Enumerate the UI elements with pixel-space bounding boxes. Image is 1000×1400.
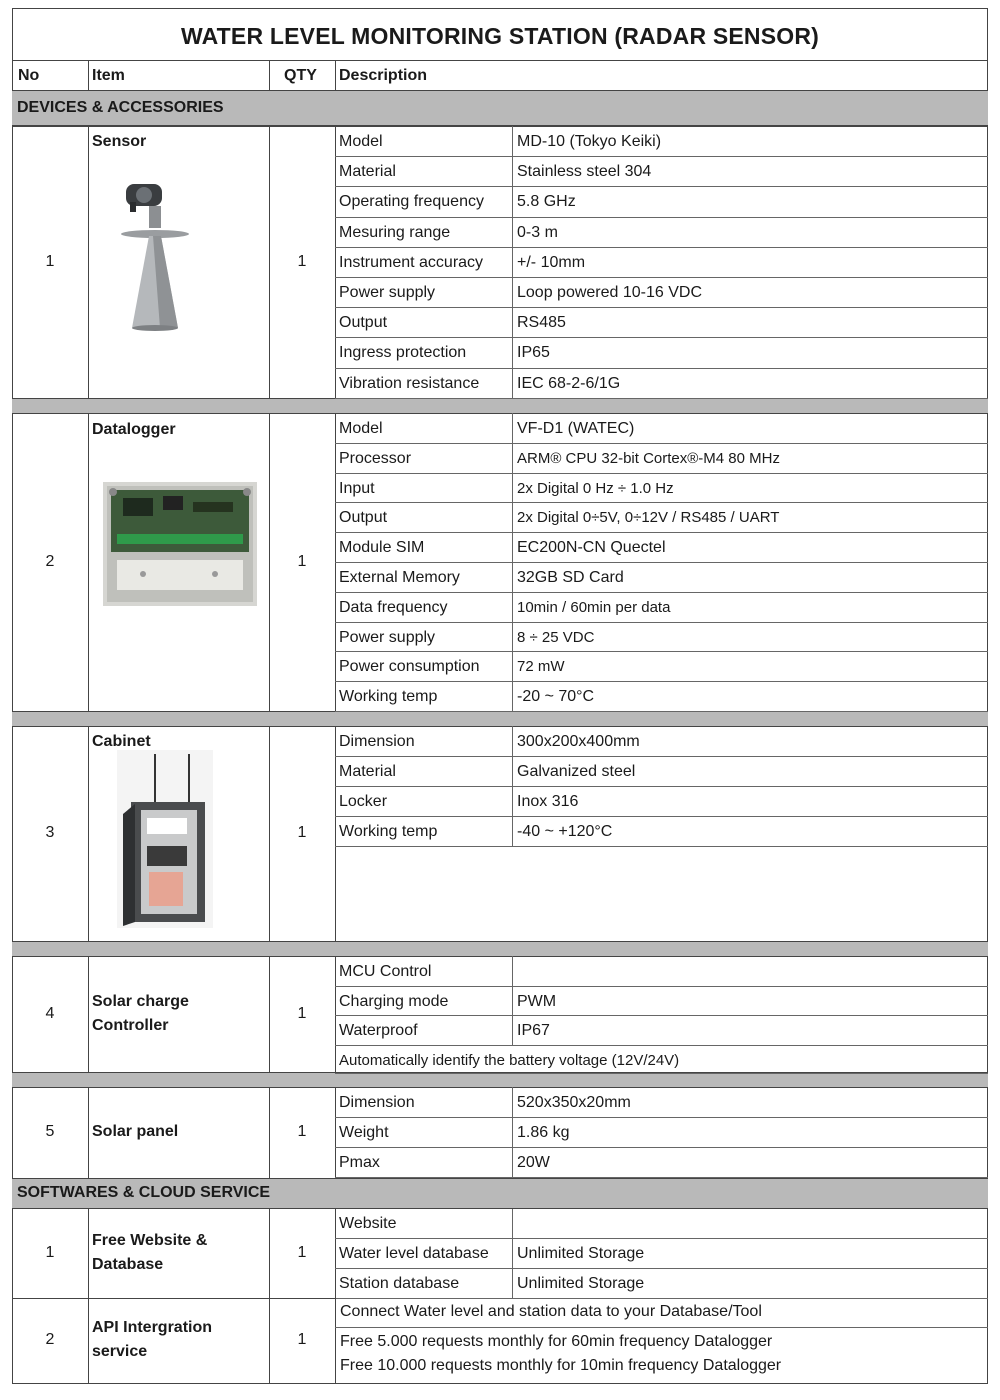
spec-label: Station database: [339, 1275, 460, 1292]
header-qty: QTY: [284, 67, 317, 84]
spec-label: Model: [339, 133, 383, 150]
spec-value: Inox 316: [517, 793, 579, 810]
spec-value: 520x350x20mm: [517, 1094, 631, 1111]
spec-value: 0-3 m: [517, 223, 558, 241]
datalogger-board-photo: [103, 482, 257, 606]
spec-label: Operating frequency: [339, 193, 484, 211]
row-no: 3: [45, 824, 55, 841]
row-separator-band: [12, 1072, 988, 1087]
spec-value: Loop powered 10-16 VDC: [517, 284, 703, 301]
spec-label: Dimension: [339, 733, 415, 750]
item-name-line2: Database: [92, 1256, 164, 1273]
spec-value: IP67: [517, 1022, 550, 1039]
row-no: 5: [45, 1123, 55, 1140]
row-separator-band: [12, 941, 988, 956]
spec-label: Dimension: [339, 1094, 415, 1111]
row-separator-band: [12, 711, 988, 726]
spec-value: IP65: [517, 344, 550, 362]
item-name-line2: Controller: [92, 1017, 169, 1034]
spec-value: MD-10 (Tokyo Keiki): [517, 133, 662, 150]
spec-value: Unlimited Storage: [517, 1245, 645, 1262]
item-name-line1: API Intergration: [92, 1319, 213, 1336]
spec-label: MCU Control: [339, 963, 432, 980]
header-item: Item: [92, 67, 125, 84]
row-separator-band: [12, 398, 988, 413]
spec-note: Automatically identify the battery voltage (12V/24V): [339, 1052, 680, 1069]
spec-value: -20 ~ 70°C: [517, 688, 595, 706]
item-name-line1: Solar charge: [92, 993, 189, 1010]
spec-label: Output: [339, 509, 388, 527]
row-qty: 1: [297, 824, 307, 841]
spec-value: -40 ~ +120°C: [517, 823, 613, 840]
spec-label: Working temp: [339, 823, 438, 840]
radar-sensor-photo: [116, 178, 196, 338]
spec-label: Power consumption: [339, 658, 480, 676]
row-qty: 1: [297, 253, 307, 270]
spec-label: Locker: [339, 793, 388, 810]
item-name: Sensor: [92, 133, 147, 150]
row-qty: 1: [297, 553, 307, 570]
spec-value: IEC 68-2-6/1G: [517, 374, 621, 392]
spec-label: Water level database: [339, 1245, 489, 1262]
spec-value: 5.8 GHz: [517, 193, 576, 211]
spec-label: Data frequency: [339, 598, 448, 616]
item-name: Solar panel: [92, 1123, 179, 1140]
cabinet-photo: [117, 750, 213, 928]
api-line: Connect Water level and station data to your Database/Tool: [340, 1303, 762, 1320]
spec-label: Model: [339, 420, 383, 437]
spec-value: Stainless steel 304: [517, 163, 652, 181]
spec-label: Power supply: [339, 628, 436, 646]
spec-label: External Memory: [339, 569, 460, 586]
item-name-line2: service: [92, 1343, 148, 1360]
item-name: Datalogger: [92, 421, 176, 438]
row-qty: 1: [297, 1005, 307, 1022]
row-no: 1: [45, 253, 55, 270]
row-no: 4: [45, 1005, 55, 1022]
spec-value: 300x200x400mm: [517, 733, 640, 750]
api-line: Free 5.000 requests monthly for 60min frequency Datalogger: [340, 1333, 773, 1350]
spec-value: 2x Digital 0÷5V, 0÷12V / RS485 / UART: [517, 509, 780, 527]
item-name-line1: Free Website &: [92, 1232, 208, 1249]
spec-label: Website: [339, 1215, 397, 1232]
spec-value: +/- 10mm: [517, 253, 586, 271]
spec-value: 32GB SD Card: [517, 569, 624, 586]
spec-value: 20W: [517, 1154, 550, 1171]
spec-label: Power supply: [339, 284, 436, 301]
spec-label: Pmax: [339, 1154, 380, 1171]
spec-value: ARM® CPU 32-bit Cortex®-M4 80 MHz: [517, 449, 780, 467]
section-title-software: SOFTWARES & CLOUD SERVICE: [17, 1184, 271, 1201]
api-line: Free 10.000 requests monthly for 10min frequency Datalogger: [340, 1357, 782, 1374]
spec-value: PWM: [517, 992, 557, 1010]
spec-label: Vibration resistance: [339, 374, 480, 392]
row-qty: 1: [297, 1244, 307, 1261]
spec-value: Unlimited Storage: [517, 1275, 645, 1292]
spec-label: Working temp: [339, 688, 438, 706]
spec-value: 1.86 kg: [517, 1124, 570, 1141]
spec-label: Input: [339, 479, 375, 497]
spec-sheet: [12, 8, 988, 1384]
spec-label: Instrument accuracy: [339, 253, 484, 271]
spec-label: Module SIM: [339, 539, 425, 557]
spec-value: 8 ÷ 25 VDC: [517, 628, 595, 646]
row-qty: 1: [297, 1123, 307, 1140]
spec-label: Weight: [339, 1124, 389, 1141]
header-no: No: [18, 67, 40, 84]
row-no: 1: [45, 1244, 55, 1261]
spec-value: RS485: [517, 314, 566, 332]
header-description: Description: [339, 67, 428, 84]
section-title-devices: DEVICES & ACCESSORIES: [17, 99, 224, 116]
spec-label: Material: [339, 163, 396, 181]
spec-label: Material: [339, 763, 396, 780]
spec-label: Waterproof: [339, 1022, 418, 1039]
item-name: Cabinet: [92, 733, 151, 750]
spec-value: Galvanized steel: [517, 763, 636, 780]
spec-value: VF-D1 (WATEC): [517, 420, 635, 437]
spec-value: 10min / 60min per data: [517, 598, 671, 616]
spec-label: Mesuring range: [339, 223, 451, 241]
spec-value: 2x Digital 0 Hz ÷ 1.0 Hz: [517, 479, 674, 497]
spec-label: Charging mode: [339, 992, 449, 1010]
row-no: 2: [45, 1331, 55, 1348]
spec-label: Output: [339, 314, 388, 332]
page-title: WATER LEVEL MONITORING STATION (RADAR SENSOR): [180, 23, 820, 49]
row-no: 2: [45, 553, 55, 570]
spec-label: Ingress protection: [339, 344, 467, 362]
spec-value: EC200N-CN Quectel: [517, 539, 666, 557]
spec-label: Processor: [339, 449, 412, 467]
row-qty: 1: [297, 1331, 307, 1348]
spec-value: 72 mW: [517, 658, 565, 676]
